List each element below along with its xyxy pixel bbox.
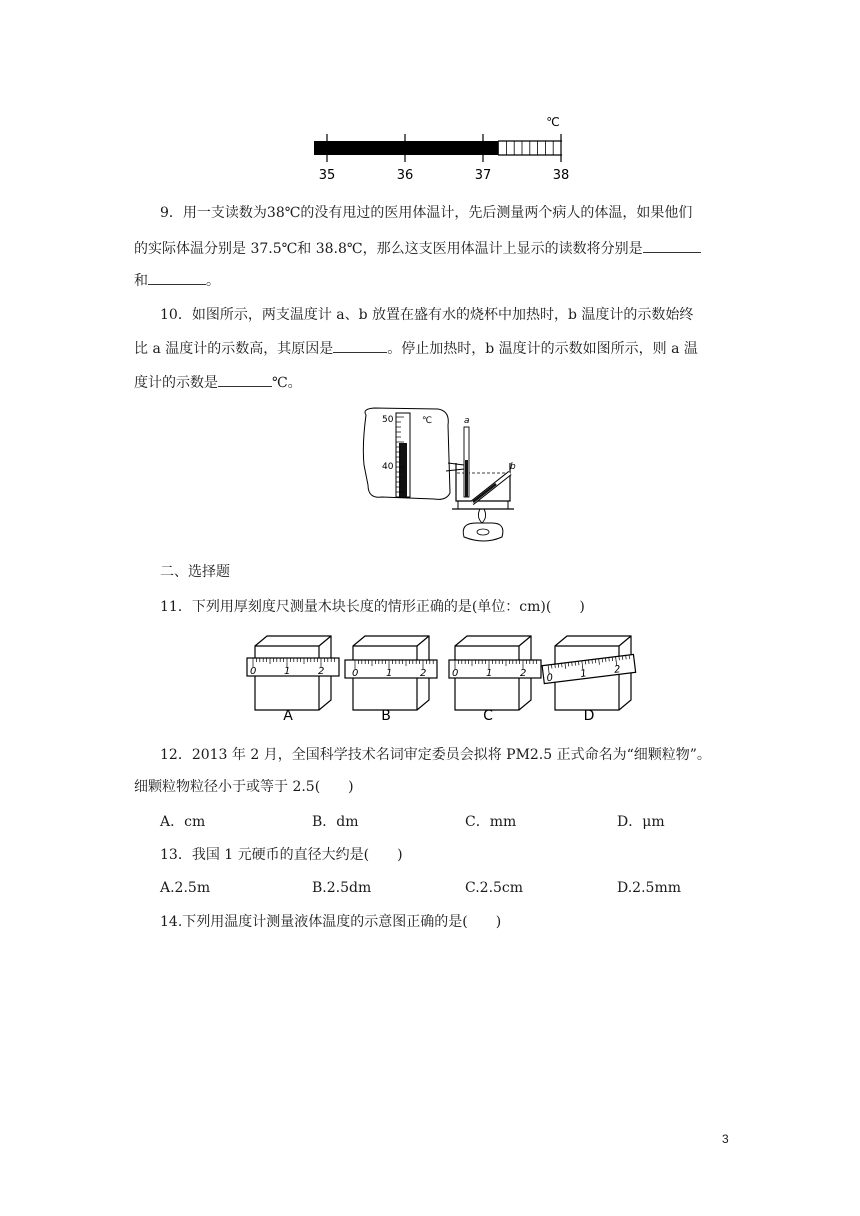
thermometer-b	[473, 484, 496, 502]
q9-line1: 9．用一支读数为38℃的没有甩过的医用体温计，先后测量两个病人的体温，如果他们	[160, 205, 693, 221]
option-label-b: B	[381, 708, 391, 724]
scale-label-50: 50	[382, 415, 394, 425]
mercury-column	[314, 141, 498, 155]
ruler-label: 1	[386, 668, 393, 679]
tick-label-38: 38	[552, 168, 570, 183]
q9-blank-1[interactable]	[643, 238, 701, 253]
q13-option-b[interactable]: B.2.5dm	[312, 880, 372, 896]
ruler-label: 1	[579, 668, 588, 681]
q9-line3	[134, 270, 220, 291]
page-number: 3	[722, 1132, 729, 1146]
q11-ruler-figure	[243, 632, 643, 724]
q10-line2	[134, 338, 698, 359]
tick-label-37: 37	[474, 168, 492, 183]
ruler-label: 2	[613, 664, 622, 676]
label-b: b	[510, 462, 516, 472]
q9-line2-text: 的实际体温分别是 37.5℃和 38.8℃，那么这支医用体温计上显示的读数将分别是	[134, 241, 643, 257]
q10-line1: 10．如图所示，两支温度计 a、b 放置在盛有水的烧杯中加热时，b 温度计的示数始终	[160, 307, 694, 323]
ruler	[449, 660, 541, 678]
ruler-option-c	[449, 636, 541, 710]
q14-stem: 14.下列用温度计测量液体温度的示意图正确的是( )	[160, 914, 502, 930]
q10-line3a: 度计的示数是	[134, 375, 218, 391]
option-label-c: C	[483, 708, 493, 724]
q10-line3b: ℃。	[272, 375, 302, 391]
q12-option-c[interactable]: C．mm	[465, 814, 517, 830]
ruler-label: 0	[452, 668, 459, 679]
tick-label-35: 35	[318, 168, 336, 183]
scale-label-40: 40	[382, 462, 394, 472]
q9-line2	[134, 238, 701, 259]
q13-option-d[interactable]: D.2.5mm	[617, 880, 681, 896]
q12-option-a[interactable]: A．cm	[160, 814, 206, 830]
scale-liquid	[399, 443, 407, 497]
scale-unit: ℃	[422, 416, 433, 426]
q12-option-d[interactable]: D．μm	[617, 814, 665, 830]
q10-line2a: 比 a 温度计的示数高，其原因是	[134, 341, 334, 357]
ruler-option-a	[247, 636, 339, 710]
beaker-thermometers-figure	[360, 405, 530, 550]
q13-option-a[interactable]: A.2.5m	[160, 880, 211, 896]
q9-blank-2[interactable]	[148, 270, 206, 285]
q10-line2b: 。停止加热时，b 温度计的示数如图所示，则 a 温	[387, 341, 698, 357]
ruler-label: 2	[520, 668, 527, 679]
alcohol-lamp	[463, 523, 503, 541]
ruler-label: 1	[486, 668, 493, 679]
ruler-label: 0	[352, 668, 359, 679]
flame	[478, 509, 485, 523]
option-label-a: A	[283, 708, 293, 724]
q13-option-c[interactable]: C.2.5cm	[465, 880, 524, 896]
ruler-label: 2	[420, 668, 427, 679]
section-title: 二、选择题	[160, 564, 230, 580]
ruler-label: 0	[250, 666, 257, 677]
q12-line1: 12．2013 年 2 月，全国科学技术名词审定委员会拟将 PM2.5 正式命名为“细颗粒物”。	[160, 747, 711, 763]
clinical-thermometer-figure	[300, 112, 590, 192]
ruler-label: 2	[318, 666, 325, 677]
option-label-d: D	[583, 708, 595, 724]
q10-blank-1[interactable]	[333, 338, 387, 353]
tick-label-36: 36	[396, 168, 414, 183]
q9-and-text: 和	[134, 273, 148, 289]
q13-stem: 13．我国 1 元硬币的直径大约是( )	[160, 847, 403, 863]
ruler-label: 1	[284, 666, 291, 677]
q12-option-b[interactable]: B．dm	[312, 814, 359, 830]
q11-stem: 11．下列用厚刻度尺测量木块长度的情形正确的是(单位：cm)( )	[160, 599, 585, 615]
q10-blank-2[interactable]	[218, 372, 272, 387]
label-a: a	[464, 416, 470, 426]
ruler	[247, 658, 339, 676]
q9-period: 。	[206, 273, 220, 289]
ruler-option-b	[345, 636, 437, 710]
q12-line2: 细颗粒物粒径小于或等于 2.5( )	[134, 779, 354, 795]
q10-line3	[134, 372, 302, 393]
celsius-unit-label: ℃	[546, 115, 560, 129]
ruler-option-d	[542, 636, 636, 710]
ruler-label: 0	[546, 672, 554, 685]
